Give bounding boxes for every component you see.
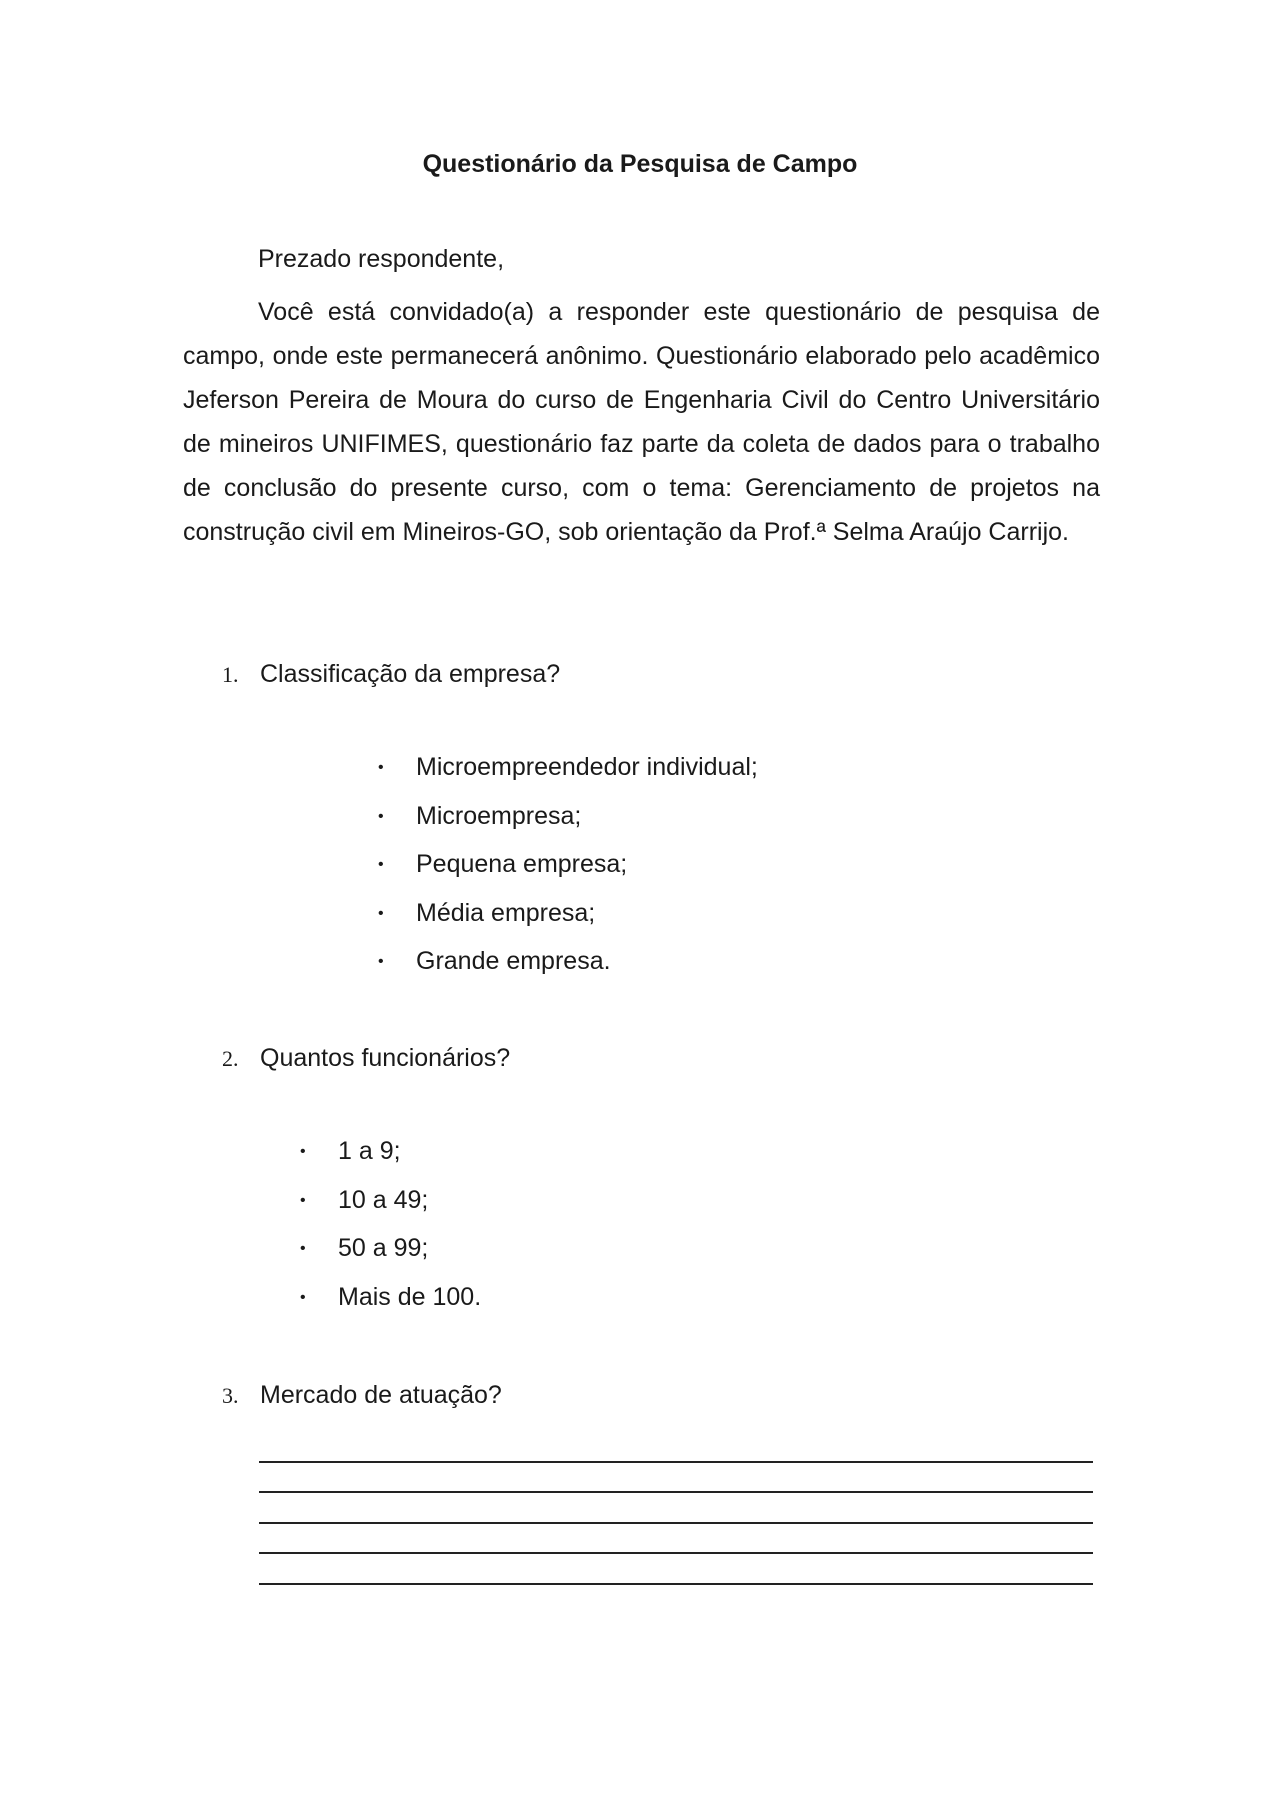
option-text: Microempresa; <box>416 801 582 830</box>
question-2-text: Quantos funcionários? <box>260 1044 511 1072</box>
question-1 <box>0 660 1280 700</box>
bullet-icon: • <box>300 1143 306 1160</box>
question-2-number: 2. <box>222 1046 239 1071</box>
question-1-number: 1. <box>222 662 239 687</box>
option-text: Pequena empresa; <box>416 850 628 878</box>
option-text: Microempreendedor individual; <box>416 753 758 781</box>
question-1-text: Classificação da empresa? <box>260 660 561 688</box>
option-text: 10 a 49; <box>338 1185 429 1214</box>
bullet-icon: • <box>378 953 384 970</box>
answer-line[interactable] <box>259 1463 1093 1494</box>
question-2-options <box>300 1137 900 1331</box>
question-3-number: 3. <box>222 1383 239 1408</box>
list-item <box>378 850 978 899</box>
bullet-icon: • <box>300 1240 306 1257</box>
list-item <box>300 1283 900 1332</box>
list-item <box>378 947 978 996</box>
list-item <box>300 1234 900 1283</box>
answer-line[interactable] <box>259 1524 1093 1555</box>
option-text: Mais de 100. <box>338 1282 482 1311</box>
list-item <box>378 802 978 851</box>
list-item <box>378 753 978 802</box>
list-item <box>378 899 978 948</box>
bullet-icon: • <box>378 759 384 776</box>
option-text: 1 a 9; <box>338 1137 401 1165</box>
question-2 <box>0 1044 1280 1084</box>
question-1-options <box>378 753 978 996</box>
bullet-icon: • <box>378 904 384 922</box>
option-text: Grande empresa. <box>416 947 611 975</box>
answer-line[interactable] <box>259 1432 1093 1463</box>
intro-paragraph: Você está convidado(a) a responder este questionário de pesquisa de campo, onde este permanecerá anônimo. Questionário elaborado pelo acadêmico Jeferson Pereira de Moura do curso de Engenharia Civil do Centro Universitário de mineiros UNIFIMES, questionário faz parte da coleta de dados para o trabalho de conclusão do presente curso, com o tema: Gerenciamento de projetos na construção civil em Mineiros-GO, sob orientação da Prof.ª Selma Araújo Carrijo. <box>183 298 1100 546</box>
list-item <box>300 1137 900 1186</box>
list-item <box>300 1186 900 1235</box>
answer-line[interactable] <box>259 1493 1093 1524</box>
bullet-icon: • <box>378 856 384 873</box>
bullet-icon: • <box>300 1288 306 1306</box>
greeting: Prezado respondente, <box>258 245 505 273</box>
option-text: Média empresa; <box>416 898 596 927</box>
question-3 <box>0 1381 1280 1421</box>
bullet-icon: • <box>378 807 384 825</box>
document-title-text: Questionário da Pesquisa de Campo <box>422 150 858 178</box>
question-3-text: Mercado de atuação? <box>260 1381 502 1409</box>
answer-line[interactable] <box>259 1554 1093 1585</box>
document-title <box>0 150 1280 179</box>
answer-lines <box>259 1432 1093 1585</box>
bullet-icon: • <box>300 1191 306 1209</box>
option-text: 50 a 99; <box>338 1234 429 1262</box>
